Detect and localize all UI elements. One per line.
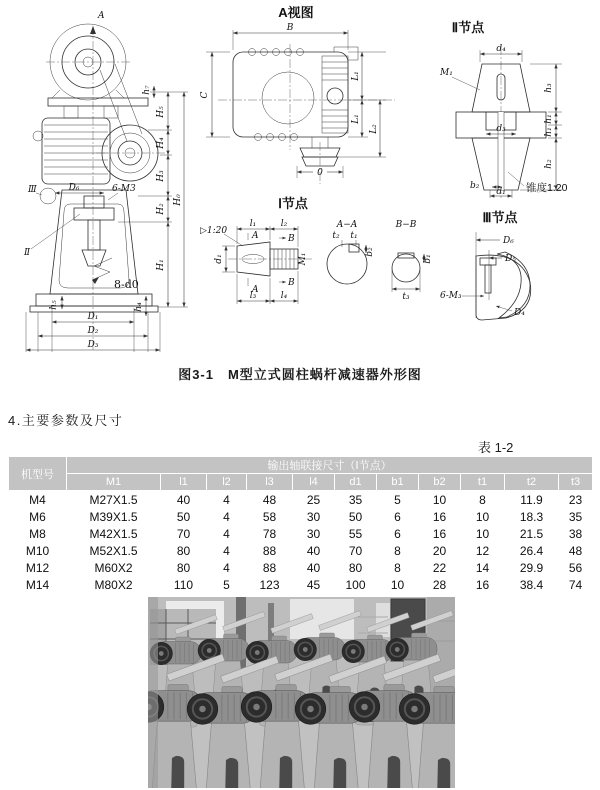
value-cell: 30 (306, 526, 321, 541)
factory-photo (148, 597, 455, 788)
model-cell: M12 (25, 560, 50, 575)
taper-label-node1: ▷1:20 (200, 226, 228, 236)
section-mark-B-top: B (288, 234, 295, 244)
top-view-title: A视图 (278, 5, 314, 20)
value-cell: 50 (348, 509, 363, 524)
value-cell: 5 (394, 492, 401, 507)
dim-label-h3: h₃ (544, 83, 554, 93)
dim-label-B: B (286, 23, 294, 33)
value-cell: 38 (568, 526, 583, 541)
value-cell: 100 (345, 577, 366, 592)
column-header-l1: l1 (161, 474, 207, 491)
node3-title: Ⅲ节点 (482, 210, 518, 225)
table-body (9, 491, 593, 594)
value-cell: 56 (568, 560, 583, 575)
value-cell: 50 (176, 509, 191, 524)
value-cell: 28 (432, 577, 447, 592)
dim-label-t3: t₃ (402, 292, 410, 302)
value-cell: 8 (394, 543, 401, 558)
model-cell: M8 (29, 526, 46, 541)
table-row (9, 542, 593, 559)
dim-label-D5: D₅ (505, 254, 516, 264)
value-cell: M27X1.5 (89, 492, 138, 507)
value-cell: 48 (568, 543, 583, 558)
value-cell: 40 (306, 560, 321, 575)
value-cell: 22 (432, 560, 447, 575)
dim-label-H0: H₀ (173, 194, 183, 206)
value-cell: 40 (306, 543, 321, 558)
dim-label-d1-node2: d₁ (496, 187, 506, 197)
value-cell: 4 (223, 509, 230, 524)
value-cell: 88 (262, 543, 277, 558)
table-row (9, 491, 593, 509)
value-cell: 25 (306, 492, 321, 507)
value-cell: 23 (568, 492, 583, 507)
value-cell: 55 (348, 526, 363, 541)
value-cell: 6 (394, 509, 401, 524)
parameters-table (8, 456, 593, 593)
value-cell: 58 (262, 509, 277, 524)
value-cell: 10 (475, 526, 490, 541)
dim-label-D4: D₄ (514, 308, 525, 318)
figure-caption: 图3-1 M型立式圆柱蜗杆减速器外形图 (178, 367, 422, 382)
dim-label-D3: D₃ (87, 340, 99, 350)
table-row (9, 525, 593, 542)
dim-label-8-d0: 8-d0 (114, 278, 139, 291)
figure-drawing (0, 0, 600, 358)
top-view-drawing (200, 5, 395, 184)
column-header-t3: t3 (559, 474, 593, 491)
value-cell: 45 (306, 577, 321, 592)
value-cell: M42X1.5 (89, 526, 138, 541)
dim-label-C: C (200, 91, 210, 99)
value-cell: 74 (568, 577, 583, 592)
value-cell: 29.9 (519, 560, 544, 575)
dim-label-d1-node1: d₁ (214, 254, 224, 264)
value-cell: 16 (475, 577, 490, 592)
dim-label-H3: H₃ (156, 170, 166, 182)
dim-label-b1: b₁ (423, 254, 433, 264)
dim-label-h7: h₇ (142, 85, 152, 95)
dim-label-b2-node2: b₂ (470, 181, 480, 191)
value-cell: 8 (394, 560, 401, 575)
value-cell: 21.5 (519, 526, 544, 541)
dim-label-b2-node1: b₂ (365, 247, 375, 257)
value-cell: 4 (223, 560, 230, 575)
dim-label-D2: D₂ (87, 326, 99, 336)
model-cell: M10 (25, 543, 50, 558)
value-cell: 14 (475, 560, 490, 575)
section-mark-A-bottom: A (252, 285, 259, 295)
dim-label-d4: d₄ (496, 44, 506, 54)
column-header-l4: l4 (293, 474, 335, 491)
dim-label-zero: 0 (317, 168, 323, 178)
value-cell: 35 (348, 492, 363, 507)
dim-label-h5: h₅ (49, 300, 59, 310)
table-row (9, 559, 593, 576)
dim-label-l2: l₂ (280, 219, 288, 229)
value-cell: 110 (173, 577, 194, 592)
value-cell: 11.9 (520, 492, 543, 507)
value-cell: 20 (432, 543, 447, 558)
table-group-header-row (9, 457, 593, 474)
value-cell: 26.4 (519, 543, 544, 558)
dim-label-M1-node1: M₁ (298, 252, 308, 266)
dim-label-6-M3: 6-M3 (112, 184, 136, 194)
dim-label-a-view: A (98, 11, 105, 21)
column-header-b1: b1 (377, 474, 419, 491)
node2-title: Ⅱ节点 (451, 20, 485, 35)
value-cell: 4 (223, 543, 230, 558)
value-cell: 10 (475, 509, 490, 524)
value-cell: 123 (259, 577, 280, 592)
node3-detail-drawing (440, 210, 531, 320)
column-header-t1: t1 (461, 474, 505, 491)
section-BB-title: B−B (395, 220, 417, 230)
value-cell: 70 (176, 526, 191, 541)
main-view-drawing (23, 11, 188, 352)
dim-label-t1: t₁ (350, 231, 358, 241)
value-cell: 35 (568, 509, 583, 524)
dim-label-6-M3-node3: 6-M₃ (440, 291, 462, 301)
dim-label-l1: l₁ (249, 219, 257, 229)
column-header-d1: d1 (335, 474, 377, 491)
node1-title: Ⅰ节点 (278, 196, 308, 211)
taper-label-node2: 锥度1:20 (526, 182, 568, 194)
column-header-t2: t2 (505, 474, 559, 491)
dim-label-M1-node2: M₁ (440, 68, 453, 78)
dim-label-H5: H₅ (156, 106, 166, 118)
column-header-l2: l2 (207, 474, 247, 491)
dim-label-h2: h₂ (544, 159, 554, 169)
value-cell: M52X1.5 (89, 543, 138, 558)
value-cell: 38.4 (519, 577, 544, 592)
dim-label-L2: L₂ (369, 124, 379, 134)
model-cell: M6 (29, 509, 46, 524)
column-header-M1: M1 (67, 474, 161, 491)
value-cell: M39X1.5 (89, 509, 138, 524)
dim-label-d3: d₃ (496, 124, 506, 134)
value-cell: 10 (390, 577, 405, 592)
dim-label-l3: l₃ (249, 291, 257, 301)
value-cell: 80 (348, 560, 363, 575)
value-cell: 70 (348, 543, 363, 558)
value-cell: 40 (176, 492, 191, 507)
value-cell: 18.3 (519, 509, 544, 524)
dim-label-H1: H₁ (156, 259, 166, 271)
value-cell: 10 (432, 492, 447, 507)
dim-label-D6-node3: D₆ (503, 236, 514, 246)
model-cell: M14 (25, 577, 50, 592)
dim-label-h1b: h₁ (544, 127, 554, 137)
dim-label-H2: H₂ (156, 203, 166, 215)
dim-label-t2: t₂ (332, 231, 340, 241)
value-cell: 88 (262, 560, 277, 575)
model-cell: M4 (29, 492, 46, 507)
table-row (9, 576, 593, 593)
value-cell: M80X2 (94, 577, 133, 592)
node3-callout-label: Ⅲ (28, 185, 37, 195)
table-label: 表 1-2 (478, 440, 514, 455)
value-cell: 80 (176, 560, 191, 575)
dim-label-L1-upper: L₁ (351, 71, 361, 81)
value-cell: 78 (262, 526, 277, 541)
section-AA-title: A−A (336, 220, 358, 230)
dim-label-H4: H₄ (156, 137, 166, 149)
dim-label-h1a: h₁ (544, 114, 554, 124)
node2-detail-drawing (439, 20, 568, 198)
value-cell: 16 (432, 509, 447, 524)
section-mark-B-bottom: B (288, 278, 295, 288)
value-cell: 4 (223, 492, 230, 507)
node2-callout-label: Ⅱ (24, 248, 31, 258)
value-cell: 5 (223, 577, 230, 592)
dim-label-l4: l₄ (280, 291, 288, 301)
section-heading: 4.主要参数及尺寸 (8, 413, 124, 428)
value-cell: 48 (262, 492, 277, 507)
column-header-b2: b2 (419, 474, 461, 491)
table-columns-row (9, 474, 593, 491)
node1-detail-drawing (200, 196, 433, 304)
value-cell: 4 (223, 526, 230, 541)
value-cell: M60X2 (94, 560, 133, 575)
value-cell: 8 (479, 492, 486, 507)
dim-label-h4: h₄ (134, 302, 144, 312)
table-row (9, 508, 593, 525)
model-column-header: 机型号 (9, 457, 67, 491)
value-cell: 12 (475, 543, 490, 558)
group-column-header: 输出轴联接尺寸（Ⅰ节点） (67, 457, 593, 474)
section-mark-A-top: A (252, 231, 259, 241)
value-cell: 6 (394, 526, 401, 541)
dim-label-D1: D₁ (87, 312, 99, 322)
dim-label-D6: D₆ (68, 183, 80, 193)
value-cell: 30 (306, 509, 321, 524)
column-header-l3: l3 (247, 474, 293, 491)
value-cell: 80 (176, 543, 191, 558)
dim-label-L1-lower: L₁ (351, 114, 361, 124)
value-cell: 16 (432, 526, 447, 541)
